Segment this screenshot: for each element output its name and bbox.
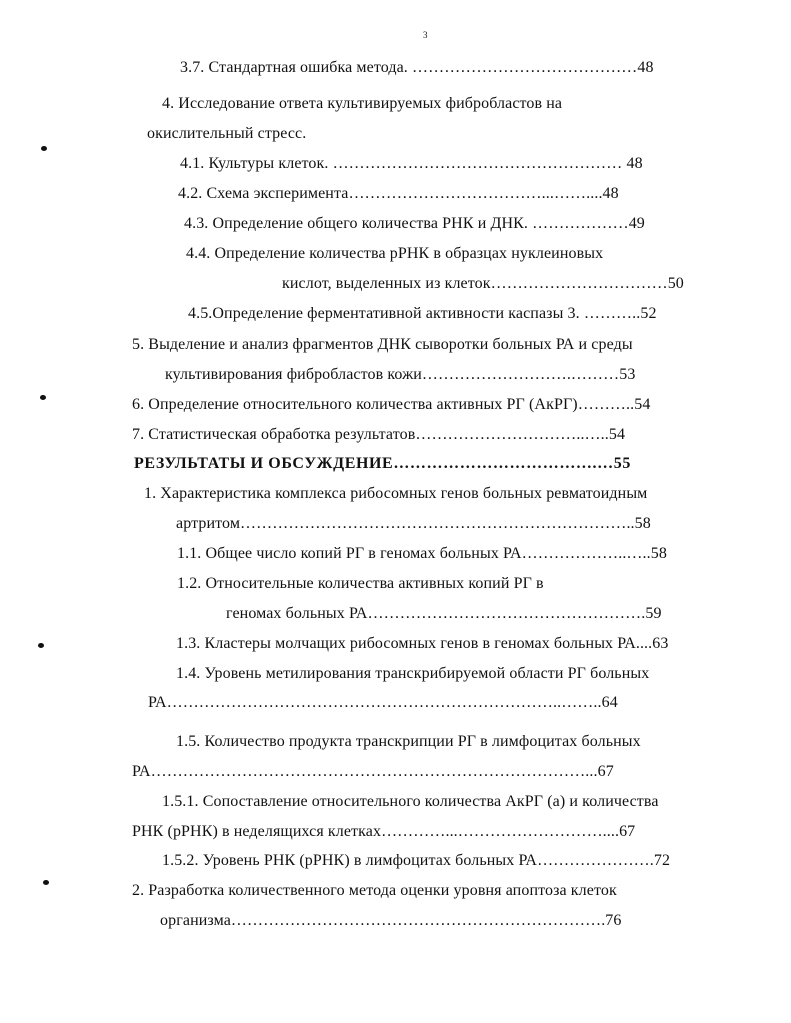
toc-entry-4-2: 4.2. Схема эксперимента………………………………...……....48 [178, 185, 619, 202]
margin-mark [41, 146, 47, 151]
toc-entry-r1-5-1-cont: РНК (рРНК) в неделящихся клетках…………...………………………....67 [132, 823, 636, 840]
toc-entry-4-1: 4.1. Культуры клеток. ……………………………………………… 48 [180, 155, 643, 172]
toc-entry-4: 4. Исследование ответа культивируемых фибробластов на [162, 95, 563, 112]
toc-entry-r1-5-cont: РА………………………………………………………………………...67 [132, 763, 614, 780]
toc-entry-4-4-cont: кислот, выделенных из клеток……………………………50 [282, 275, 684, 292]
toc-entry-r1-2-cont: геномах больных РА…………………………………………….59 [226, 605, 662, 622]
toc-entry-r1-cont: артритом………………………………………………………………..58 [176, 515, 651, 532]
toc-entry-r1-5-2: 1.5.2. Уровень РНК (рРНК) в лимфоцитах больных РА………………….72 [162, 852, 671, 869]
margin-mark [40, 395, 46, 400]
toc-entry-r1-3: 1.3. Кластеры молчащих рибосомных генов в геномах больных РА....63 [176, 635, 669, 652]
toc-entry-5: 5. Выделение и анализ фрагментов ДНК сыворотки больных РА и среды [132, 336, 633, 353]
toc-entry-6: 6. Определение относительного количества активных РГ (АкРГ)………..54 [132, 396, 651, 413]
toc-entry-4-4: 4.4. Определение количества рРНК в образцах нуклеиновых [186, 245, 604, 262]
page-number: 3 [423, 30, 428, 40]
toc-entry-4-5: 4.5.Определение ферментативной активности каспазы 3. ………..52 [188, 305, 657, 322]
toc-entry-7: 7. Статистическая обработка результатов…………………………..…..54 [132, 426, 626, 443]
toc-entry-4-cont: окислительный стресс. [147, 125, 307, 142]
toc-entry-r1-4-cont: РА………………………………………………………………..……..64 [148, 694, 618, 711]
margin-mark [43, 880, 49, 885]
toc-entry-r1-2: 1.2. Относительные количества активных копий РГ в [177, 575, 544, 592]
margin-mark [38, 643, 44, 648]
toc-entry-r2-cont: организма…………………………………………………………….76 [160, 912, 622, 929]
toc-entry-r1-5: 1.5. Количество продукта транскрипции РГ в лимфоцитах больных [176, 733, 641, 750]
toc-entry-r1-1: 1.1. Общее число копий РГ в геномах больных РА………………..…..58 [177, 545, 667, 562]
toc-entry-r1-5-1: 1.5.1. Сопоставление относительного количества АкРГ (а) и количества [162, 793, 659, 810]
toc-entry-r1: 1. Характеристика комплекса рибосомных генов больных ревматоидным [144, 485, 648, 502]
toc-entry-5-cont: культивирования фибробластов кожи……………………….………53 [165, 366, 636, 383]
toc-entry-3-7: 3.7. Стандартная ошибка метода. ……………………………………48 [180, 59, 654, 76]
toc-entry-4-3: 4.3. Определение общего количества РНК и ДНК. ………………49 [184, 215, 645, 232]
toc-section-results: РЕЗУЛЬТАТЫ И ОБСУЖДЕНИЕ……………………………….…55 [134, 455, 631, 472]
toc-entry-r2: 2. Разработка количественного метода оценки уровня апоптоза клеток [132, 882, 617, 899]
toc-entry-r1-4: 1.4. Уровень метилирования транскрибируемой области РГ больных [176, 665, 650, 682]
